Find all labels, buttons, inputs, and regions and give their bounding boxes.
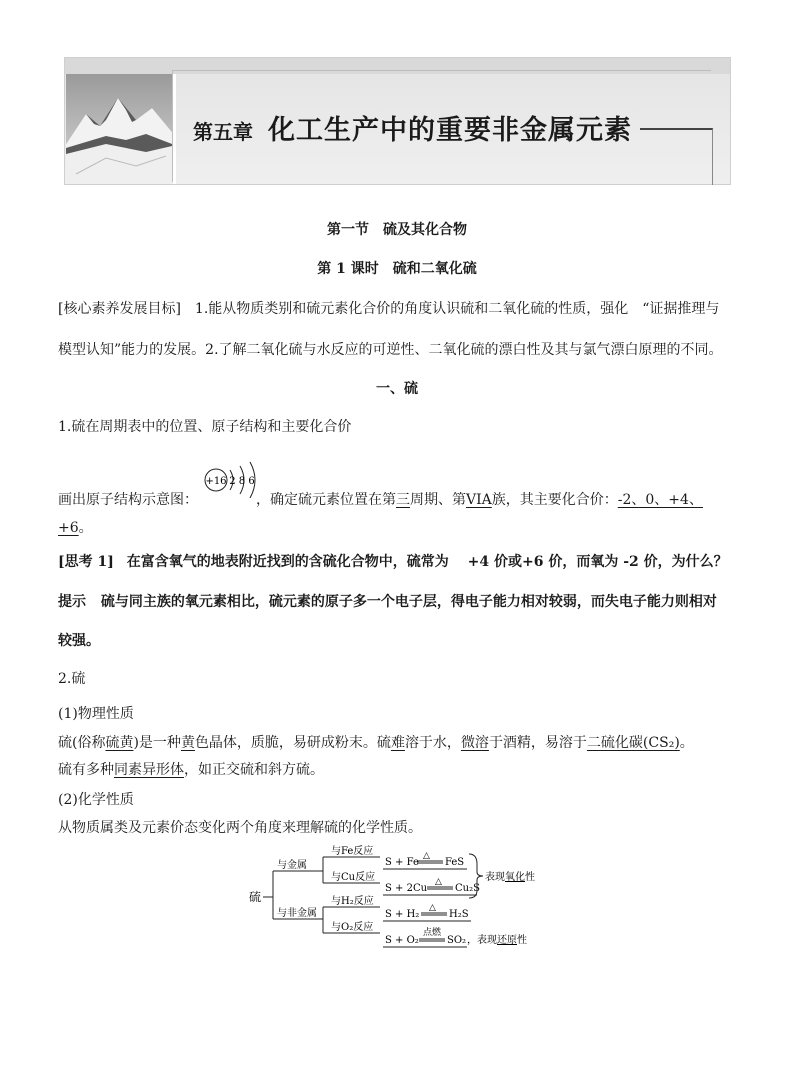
item1-mid1: ，确定硫元素位置在第 — [256, 492, 396, 508]
r2-cond: △ — [435, 877, 442, 887]
period-answer: 三 — [396, 492, 410, 508]
phys-text-8: ，如正交硫和斜方硫。 — [184, 762, 324, 778]
physical-heading: (1)物理性质 — [58, 706, 134, 722]
item2-heading: 2.硫 — [58, 671, 86, 687]
atom-nucleus: +16 — [205, 476, 227, 487]
phys-text-3: 色晶体，质脆，易研成粉末。硫 — [194, 735, 391, 751]
phys-text-7: 硫有多种 — [58, 762, 114, 778]
hint-line-2: 较强。 — [58, 633, 100, 649]
chemical-heading: (2)化学性质 — [58, 792, 134, 808]
sulfur-reaction-scheme — [245, 840, 555, 950]
r2-right: Cu₂S — [455, 883, 480, 894]
item1-mid3: 族，其主要化合价： — [491, 492, 618, 508]
r2-left: S + 2Cu — [385, 883, 428, 894]
valence-answer-2: +6 — [58, 520, 79, 536]
phys-text-1: 硫(俗称 — [58, 735, 106, 751]
part-heading: 一、硫 — [376, 381, 418, 397]
section-title: 第一节 硫及其化合物 — [327, 222, 467, 238]
phys-answer-common-name: 硫黄 — [105, 735, 134, 751]
phys-text-6: 。 — [679, 735, 694, 751]
think-line — [58, 552, 728, 572]
r1-label: 与Fe反应 — [331, 846, 374, 857]
phys-answer-color: 黄 — [180, 735, 195, 751]
atom-shells: 2 8 6 — [229, 476, 255, 487]
branch-nonmetal: 与非金属 — [277, 908, 317, 919]
r3-right: H₂S — [449, 909, 469, 920]
branch-metal: 与金属 — [277, 860, 307, 871]
phys-answer-allotrope: 同素异形体 — [114, 762, 184, 778]
phys-answer-water: 难 — [390, 735, 405, 751]
hint-text-1: 硫与同主族的氧元素相比，硫元素的原子多一个电子层，得电子能力相对较弱，而失电子能力则相对 — [100, 594, 717, 610]
r4-note-prefix: ，表现 — [467, 935, 497, 946]
r4-label: 与O₂反应 — [331, 922, 374, 933]
r3-label: 与H₂反应 — [331, 896, 374, 907]
r4-cond: 点燃 — [423, 928, 442, 938]
physical-line-2 — [58, 760, 324, 780]
phys-text-5: 于酒精，易溶于 — [488, 735, 587, 751]
mountain-image — [66, 74, 172, 180]
objectives-line-1: [核心素养发展目标] 1.能从物质类别和硫元素化合价的角度认识硫和二氧化硫的性质，强化 “证据推理与 — [58, 301, 720, 317]
r4-right: SO₂ — [447, 935, 467, 946]
oxid-note — [485, 870, 535, 883]
r1-left: S + Fe — [385, 857, 419, 868]
oxid-suffix: 性 — [525, 872, 535, 883]
chemical-intro: 从物质属类及元素价态变化两个角度来理解硫的化学性质。 — [58, 820, 422, 836]
valence-answer: -2、0、+4、 — [617, 492, 703, 508]
oxid-prefix: 表现 — [485, 872, 505, 883]
scheme-root: 硫 — [249, 890, 262, 904]
group-answer: VIA — [466, 492, 492, 508]
chapter-number: 第五章 — [193, 120, 253, 144]
r4-note — [467, 933, 527, 946]
think-label: [思考 1] — [58, 554, 114, 570]
lesson-title: 第 1 课时 硫和二氧化硫 — [317, 261, 477, 277]
phys-answer-alcohol: 微溶 — [460, 735, 489, 751]
think-question: 在富含氧气的地表附近找到的含硫化合物中，硫常为 +4 价或+6 价，而氧为 -2 价，为什么？ — [126, 554, 728, 570]
item1-mid2: 周期、第 — [410, 492, 466, 508]
item1-heading: 1.硫在周期表中的位置、原子结构和主要化合价 — [58, 419, 352, 435]
r1-cond: △ — [423, 851, 430, 861]
phys-text-4: 溶于水， — [404, 735, 461, 751]
r3-cond: △ — [429, 903, 436, 913]
chapter-title: 化工生产中的重要非金属元素 — [268, 115, 632, 146]
r4-left: S + O₂ — [385, 935, 419, 946]
r3-left: S + H₂ — [385, 909, 420, 920]
item1-line-2 — [58, 518, 93, 538]
r2-label: 与Cu反应 — [331, 872, 376, 883]
banner-decor-line — [640, 128, 713, 185]
item1-prefix: 画出原子结构示意图： — [58, 492, 198, 508]
r4-note-suffix: 性 — [517, 935, 527, 946]
oxid-answer: 氧化 — [505, 872, 525, 883]
physical-line-1 — [58, 733, 694, 753]
r4-note-answer: 还原 — [497, 935, 517, 946]
hint-line-1 — [58, 592, 717, 612]
hint-label: 提示 — [58, 594, 86, 610]
objectives-line-2: 模型认知”能力的发展。2.了解二氧化硫与水反应的可逆性、二氧化硫的漂白性及其与氯气漂白原理的不同。 — [58, 342, 723, 358]
item1-end: 。 — [78, 520, 93, 536]
item1-line — [58, 490, 703, 510]
phys-answer-solvent: 二硫化碳(CS₂) — [586, 735, 680, 751]
r1-right: FeS — [445, 857, 465, 868]
phys-text-2: )是一种 — [133, 735, 181, 751]
